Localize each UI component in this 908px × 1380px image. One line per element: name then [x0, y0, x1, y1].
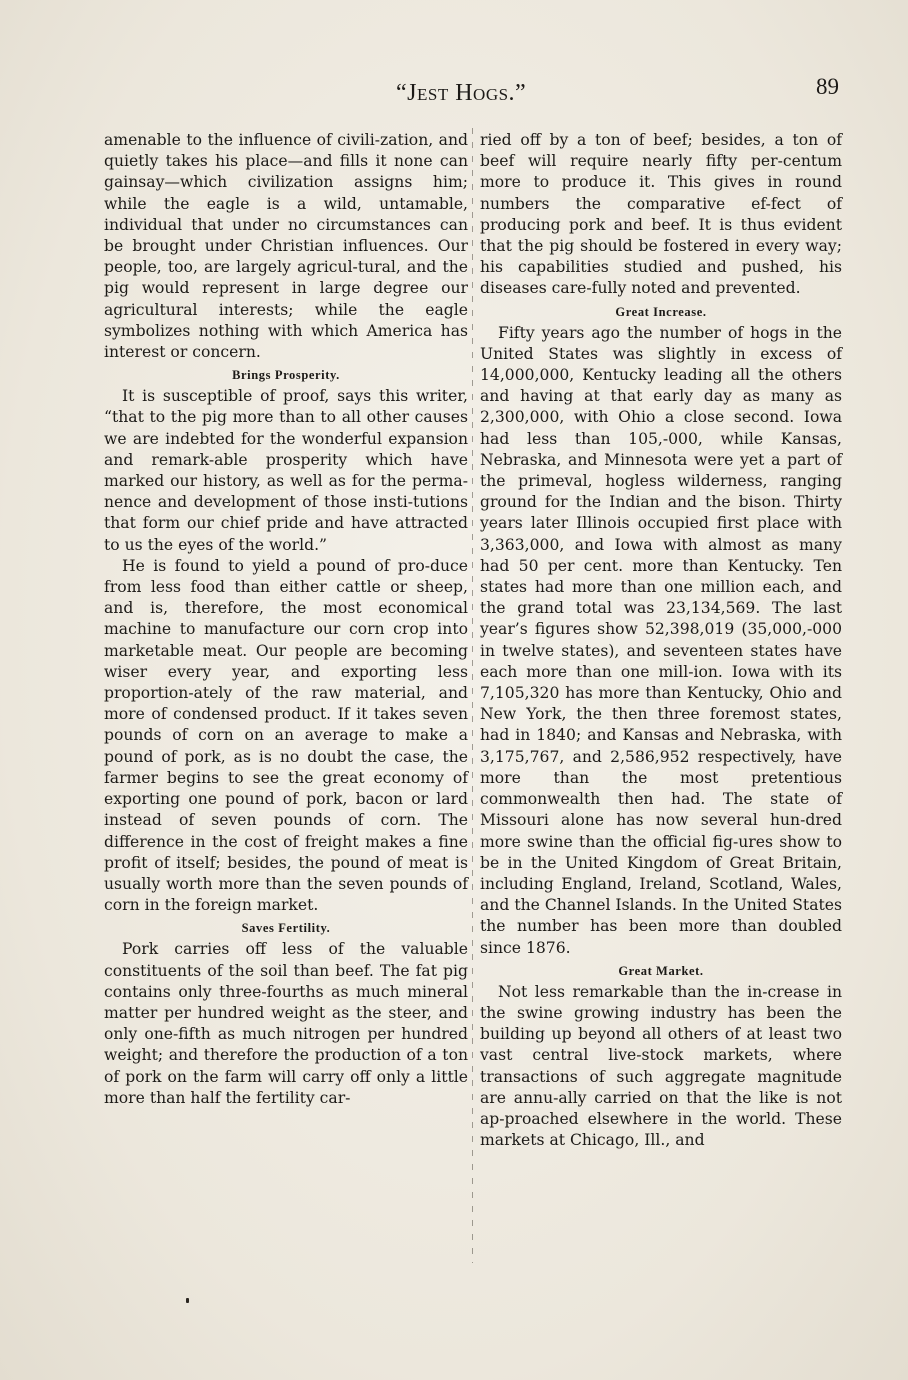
section-heading-great-increase: Great Increase.	[615, 304, 707, 319]
paragraph-fertility: Pork carries off less of the valuable constituents of the soil than beef. The fat pig contains only three-fourths as much mineral matter per hundred weight as the steer, and only one-fifth as much nitrogen per hundred weight; and therefore the production of a ton of pork on the farm will carry off only a little more than half the fertility car-	[104, 940, 468, 1107]
ink-speck	[186, 1298, 189, 1303]
paragraph-civilization: amenable to the influence of civili-zation, and quietly takes his place—and fills it none can gainsay—which civilization assigns him; while the eagle is a wild, untamable, individual that under no circumstances can be brought under Christian influences. Our people, too, are largely agricul-tural, and the pig would represent in large degree our agricultural interests; while the eagle symbolizes nothing with which America has interest or concern.	[104, 131, 468, 362]
paragraph-hog-numbers: Fifty years ago the number of hogs in the United States was slightly in excess of 14,000,000, Kentucky leading all the others and having at that early day as many as 2,300,000, with Ohio a close second. Iowa had less than 105,-000, while Kansas, Nebraska, and Minnesota were yet a part of the primeval, hogless wilderness, ranging ground for the Indian and the bison. Thirty years later Illinois occupied first place with 3,363,000, and Iowa with almost as many had 50 per cent. more than Kentucky. Ten states had more than one million each, and the grand total was 23,134,569. The last year’s figures show 52,398,019 (35,000,-000 in twelve states), and seventeen states have each more than one mill-ion. Iowa with its 7,105,320 has more than Kentucky, Ohio and New York, the then three foremost states, had in 1840; and Kansas and Nebraska, with 3,175,767, and 2,586,952 respectively, have more than the most pretentious commonwealth then had. The state of Missouri alone has now several hun-dred more swine than the official fig-ures show to be in the United Kingdom of Great Britain, including England, Ireland, Scotland, Wales, and the Channel Islands. In the United States the number has been more than doubled since 1876.	[480, 323, 842, 957]
paragraph-livestock-markets: Not less remarkable than the in-crease in the swine growing industry has been the building up beyond all others of at least two vast central live-stock markets, where transactions of such aggregate magnitude are annu-ally carried on that the like is not ap-proached elsewhere in the world. These markets at Chicago, Ill., and	[480, 982, 842, 1150]
paragraph-prosperity: It is susceptible of proof, says this writer, “that to the pig more than to all other causes we are indebted for the wonderful expansion and remark-able prosperity which have marked our history, as well as for the perma-nence and development of those insti-tutions that form our chief pride and have attracted to us the eyes of the world.”	[104, 387, 468, 554]
right-column	[480, 130, 842, 1151]
section-heading-great-market: Great Market.	[618, 963, 704, 978]
section-heading-brings-prosperity: Brings Prosperity.	[232, 368, 340, 383]
left-column	[104, 130, 468, 1109]
paragraph-economical-machine: He is found to yield a pound of pro-duce from less food than either cattle or sheep, and is, therefore, the most economical machine to manufacture our corn crop into marketable meat. Our people are becoming wiser every year, and exporting less proportion-ately of the raw material, and more of condensed product. If it takes seven pounds of corn on an average to make a pound of pork, as is no doubt the case, the farmer begins to see the great economy of exporting one pound of pork, bacon or lard instead of seven pounds of corn. The difference in the cost of freight makes a fine profit of itself; besides, the pound of meat is usually worth more than the seven pounds of corn in the foreign market.	[104, 556, 468, 915]
section-heading-saves-fertility: Saves Fertility.	[241, 921, 331, 936]
column-divider	[472, 128, 473, 1263]
running-title: “Jest Hogs.”	[396, 80, 527, 106]
page-number: 89	[816, 74, 839, 99]
paragraph-beef-comparison: ried off by a ton of beef; besides, a ton of beef will require nearly fifty per-centum more to produce it. This gives in round numbers the comparative ef-fect of producing pork and beef. It is thus evident that the pig should be fostered in every way; his capabilities studied and pushed, his diseases care-fully noted and prevented.	[480, 131, 842, 298]
